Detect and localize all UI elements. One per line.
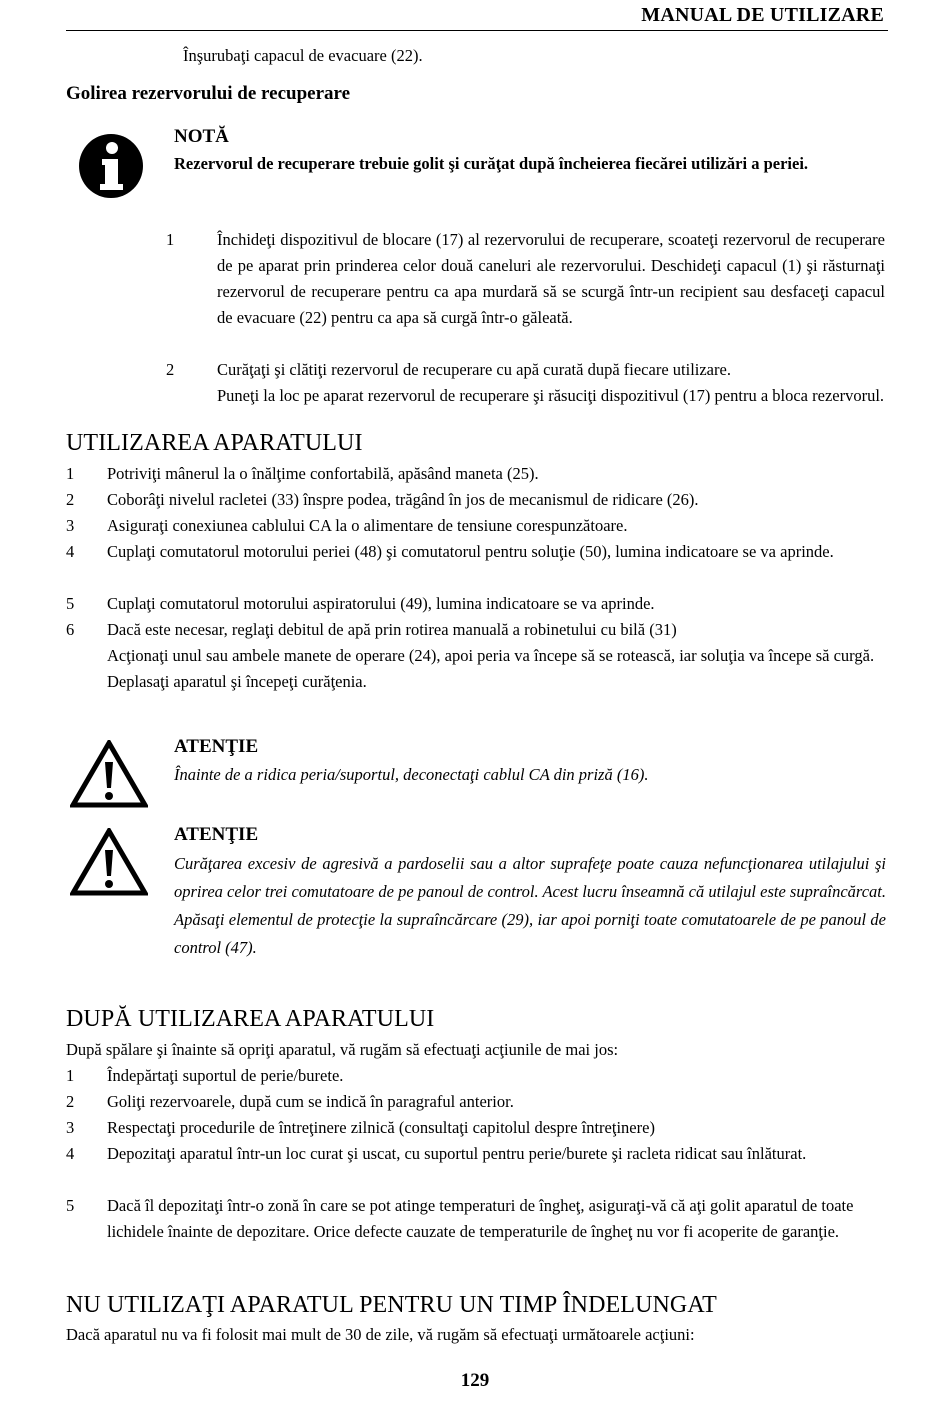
golirea-heading: Golirea rezervorului de recuperare (66, 83, 351, 104)
step-number: 6 (66, 620, 75, 639)
step-number: 5 (66, 594, 75, 613)
step-number: 4 (66, 542, 75, 561)
step-text: Goliţi rezervoarele, după cum se indică în paragraful anterior. (107, 1092, 514, 1111)
step-text: Depozitaţi aparatul într-un loc curat şi uscat, cu suportul pentru perie/burete şi racleta ridicat sau înlăturat. (107, 1144, 807, 1163)
step-number: 3 (66, 516, 75, 535)
header-divider (66, 30, 888, 31)
step-number: 1 (66, 464, 75, 483)
header-title: MANUAL DE UTILIZARE (641, 4, 884, 26)
info-icon (78, 132, 144, 200)
dupa-intro: După spălare şi înainte să opriţi aparatul, vă rugăm să efectuaţi acţiunile de mai jos: (66, 1040, 619, 1059)
dupa-step-4 (66, 1141, 886, 1193)
step-text: Coborâţi nivelul racletei (33) înspre podea, trăgând în jos de mecanismul de ridicare (26). (107, 490, 699, 509)
step-text: Cuplaţi comutatorul motorului aspiratorului (49), lumina indicatoare se va aprinde. (107, 594, 655, 613)
dupa-step-2 (66, 1089, 886, 1115)
dupa-step-3 (66, 1115, 886, 1141)
step-text: Curăţaţi şi clătiţi rezervorul de recuperare cu apă curată după fiecare utilizare. (217, 360, 731, 379)
nu-utilizati-heading: NU UTILIZAŢI APARATUL PENTRU UN TIMP ÎNDELUNGAT (66, 1292, 717, 1318)
step-text: Dacă este necesar, reglaţi debitul de apă prin rotirea manuală a robinetului cu bilă (31) (107, 620, 677, 639)
nu-utilizati-intro: Dacă aparatul nu va fi folosit mai mult de 30 de zile, vă rugăm să efectuaţi următoarele acţiuni: (66, 1325, 695, 1344)
utilizarea-step-3 (66, 513, 886, 539)
step-number: 1 (66, 1066, 75, 1085)
utilizarea-step-5 (66, 591, 886, 617)
step-number: 5 (66, 1196, 75, 1215)
dupa-heading: DUPĂ UTILIZAREA APARATULUI (66, 1006, 435, 1032)
dupa-step-1 (66, 1063, 886, 1089)
step-text: Cuplaţi comutatorul motorului periei (48) şi comutatorul pentru soluţie (50), lumina indicatoare se va aprinde. (107, 542, 834, 561)
golirea-step-1 (166, 227, 886, 357)
warning-text: Înainte de a ridica peria/suportul, deconectaţi cablul CA din priză (16). (174, 765, 649, 784)
utilizarea-step-4 (66, 539, 886, 591)
warning-icon (70, 828, 148, 896)
step-number: 1 (166, 230, 175, 249)
warning-text: Curăţarea excesiv de agresivă a pardoselii sau a altor suprafeţe poate cauza nefuncţionarea utilajului şi oprirea celor trei comutatoare de pe panoul de control. Acest lucru înseamnă că utilajul este supraîncărcat. Apăsaţi elementul de protecţie la supraîncărcare (29), iar apoi porniţi toate comutatoarele de pe panoul de control (47). (174, 854, 886, 957)
step-text: Îndepărtaţi suportul de perie/burete. (107, 1066, 344, 1085)
warning-title: ATENŢIE (174, 736, 259, 757)
note-text: Rezervorul de recuperare trebuie golit şi curăţat după încheierea fiecărei utilizări a periei. (174, 154, 809, 173)
step-text-continued: Puneţi la loc pe aparat rezervorul de recuperare şi răsuciţi dispozitivul (17) pentru a bloca rezervorul. (217, 386, 885, 405)
step-text: Asiguraţi conexiunea cablului CA la o alimentare de tensiune corespunzătoare. (107, 516, 628, 535)
utilizarea-step-1 (66, 461, 886, 487)
step-number: 3 (66, 1118, 75, 1137)
dupa-step-5 (66, 1193, 886, 1271)
step-text: Închideţi dispozitivul de blocare (17) al rezervorului de recuperare, scoateţi rezervorul de recuperare de pe aparat prin prinderea celor două caneluri ale rezervorului. Deschideţi capacul (1) şi răsturnaţi rezervorul de recuperare pentru ca apa murdară să se scurgă într-un recipient sau desfaceţi capacul de evacuare (22) pentru ca apa să curgă într-o găleată. (217, 230, 885, 327)
utilizarea-step-6 (66, 617, 886, 697)
note-title: NOTĂ (174, 126, 229, 147)
utilizarea-step-2 (66, 487, 886, 513)
page-number: 129 (460, 1370, 490, 1391)
step-text: Respectaţi procedurile de întreţinere zilnică (consultaţi capitolul despre întreţinere) (107, 1118, 655, 1137)
golirea-step-2 (166, 357, 886, 435)
warning-title: ATENŢIE (174, 824, 259, 845)
step-number: 2 (166, 360, 175, 379)
step-text: Potriviţi mânerul la o înălţime confortabilă, apăsând maneta (25). (107, 464, 539, 483)
step-number: 2 (66, 490, 75, 509)
step-text-continued: Acţionaţi unul sau ambele manete de operare (24), apoi peria va începe să se rotească, iar soluţia va începe să curgă. Deplasaţi aparatul şi începeţi curăţenia. (107, 646, 875, 691)
utilizarea-heading: UTILIZAREA APARATULUI (66, 430, 363, 456)
step-number: 4 (66, 1144, 75, 1163)
step-number: 2 (66, 1092, 75, 1111)
warning-icon (70, 740, 148, 808)
step-text: Dacă îl depozitaţi într-o zonă în care se pot atinge temperaturi de îngheţ, asiguraţi-vă că aţi golit aparatul de toate lichidele înainte de depozitare. Orice defecte cauzate de temperaturile de îngheţ nu vor fi acoperite de garanţie. (107, 1196, 854, 1241)
intro-line: Înşurubaţi capacul de evacuare (22). (183, 46, 423, 65)
